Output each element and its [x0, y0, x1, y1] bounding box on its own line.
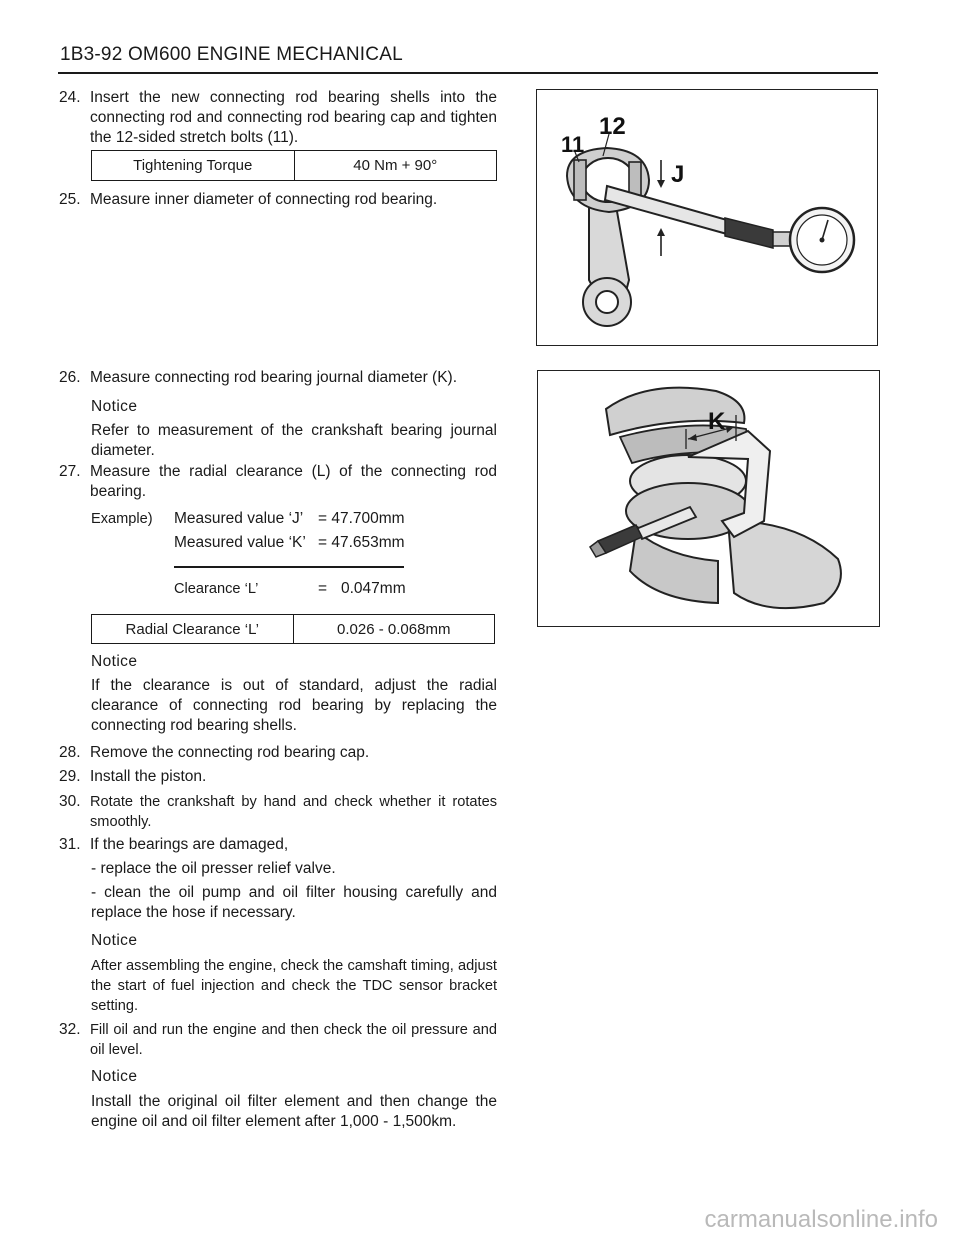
- step-text: Insert the new connecting rod bearing shells into the connecting rod and connecting rod bearing cap and tighten the 12-sided stretch bolts (11).: [90, 89, 497, 146]
- step-number: 32.: [59, 1021, 81, 1038]
- step-text: Rotate the crankshaft by hand and check whether it rotates smoothly.: [90, 794, 497, 830]
- clearance-l-label: Clearance ‘L’: [174, 581, 259, 597]
- step-number: 28.: [59, 744, 81, 761]
- figure-journal-micrometer: [537, 370, 880, 627]
- step-number: 26.: [59, 369, 81, 386]
- step-number: 24.: [59, 89, 81, 106]
- clearance-spec-label: Radial Clearance ‘L’: [92, 615, 294, 643]
- step-number: 29.: [59, 768, 81, 785]
- measured-k-value: = 47.653mm: [318, 534, 405, 551]
- measured-j-label: Measured value ‘J’: [174, 510, 304, 527]
- notice-heading: Notice: [91, 398, 138, 415]
- clearance-spec-value: 0.026 - 0.068mm: [337, 620, 451, 638]
- page-header: 1B3-92 OM600 ENGINE MECHANICAL: [60, 44, 403, 65]
- clearance-l-value: 0.047mm: [341, 580, 406, 597]
- step-text: Measure the radial clearance (L) of the connecting rod bearing.: [90, 463, 497, 500]
- step-26: [59, 368, 497, 388]
- step-30: [59, 792, 497, 832]
- header-divider: [58, 72, 878, 74]
- step-text: Install the piston.: [90, 768, 207, 785]
- step-29: [59, 767, 497, 787]
- step-number: 31.: [59, 836, 81, 853]
- notice-text-2: If the clearance is out of standard, adjust the radial clearance of connecting rod bearing by replacing the connecting rod bearing shells.: [91, 677, 497, 734]
- step-31-sub-b: - clean the oil pump and oil filter housing carefully and replace the hose if necessary.: [91, 884, 497, 921]
- step-text: If the bearings are damaged,: [90, 836, 289, 853]
- micrometer-illustration: [538, 371, 880, 627]
- label-bolt-11: 11: [561, 132, 585, 157]
- figure-bore-gauge: [536, 89, 878, 346]
- step-number: 30.: [59, 793, 81, 810]
- torque-spec-table: [91, 150, 497, 181]
- watermark: carmanualsonline.info: [704, 1206, 938, 1233]
- step-number: 25.: [59, 191, 81, 208]
- measured-j-value: = 47.700mm: [318, 510, 405, 527]
- label-k: K: [708, 408, 726, 435]
- measured-k-label: Measured value ‘K’: [174, 534, 306, 551]
- torque-spec-label: Tightening Torque: [92, 151, 295, 180]
- notice-heading: Notice: [91, 1068, 138, 1085]
- example-prefix: Example): [91, 511, 153, 527]
- label-j: J: [671, 161, 685, 188]
- clearance-l-sign: =: [318, 580, 328, 597]
- calculation-divider: [174, 566, 404, 568]
- label-cap-12: 12: [599, 113, 626, 140]
- step-text: Measure connecting rod bearing journal diameter (K).: [90, 369, 458, 386]
- step-text: Fill oil and run the engine and then check the oil pressure and oil level.: [90, 1022, 497, 1058]
- torque-spec-value: 40 Nm + 90°: [353, 157, 438, 174]
- notice-heading: Notice: [91, 932, 138, 949]
- step-24: [59, 88, 497, 148]
- step-27: [59, 462, 497, 502]
- bore-gauge-illustration: [537, 90, 878, 346]
- notice-text-3: After assembling the engine, check the camshaft timing, adjust the start of fuel injection and check the TDC sensor bracket setting.: [91, 958, 497, 1014]
- step-text: Measure inner diameter of connecting rod bearing.: [90, 191, 438, 208]
- notice-heading: Notice: [91, 653, 138, 670]
- clearance-spec-table: [91, 614, 495, 644]
- step-31: [59, 835, 497, 855]
- step-number: 27.: [59, 463, 81, 480]
- step-31-sub-a: - replace the oil presser relief valve.: [91, 860, 336, 877]
- step-25: [59, 190, 497, 210]
- step-text: Remove the connecting rod bearing cap.: [90, 744, 370, 761]
- step-28: [59, 743, 497, 763]
- notice-text-4: Install the original oil filter element and then change the engine oil and oil filter element after 1,000 - 1,500km.: [91, 1093, 497, 1130]
- notice-text-1: Refer to measurement of the crankshaft bearing journal diameter.: [91, 422, 497, 459]
- step-32: [59, 1020, 497, 1060]
